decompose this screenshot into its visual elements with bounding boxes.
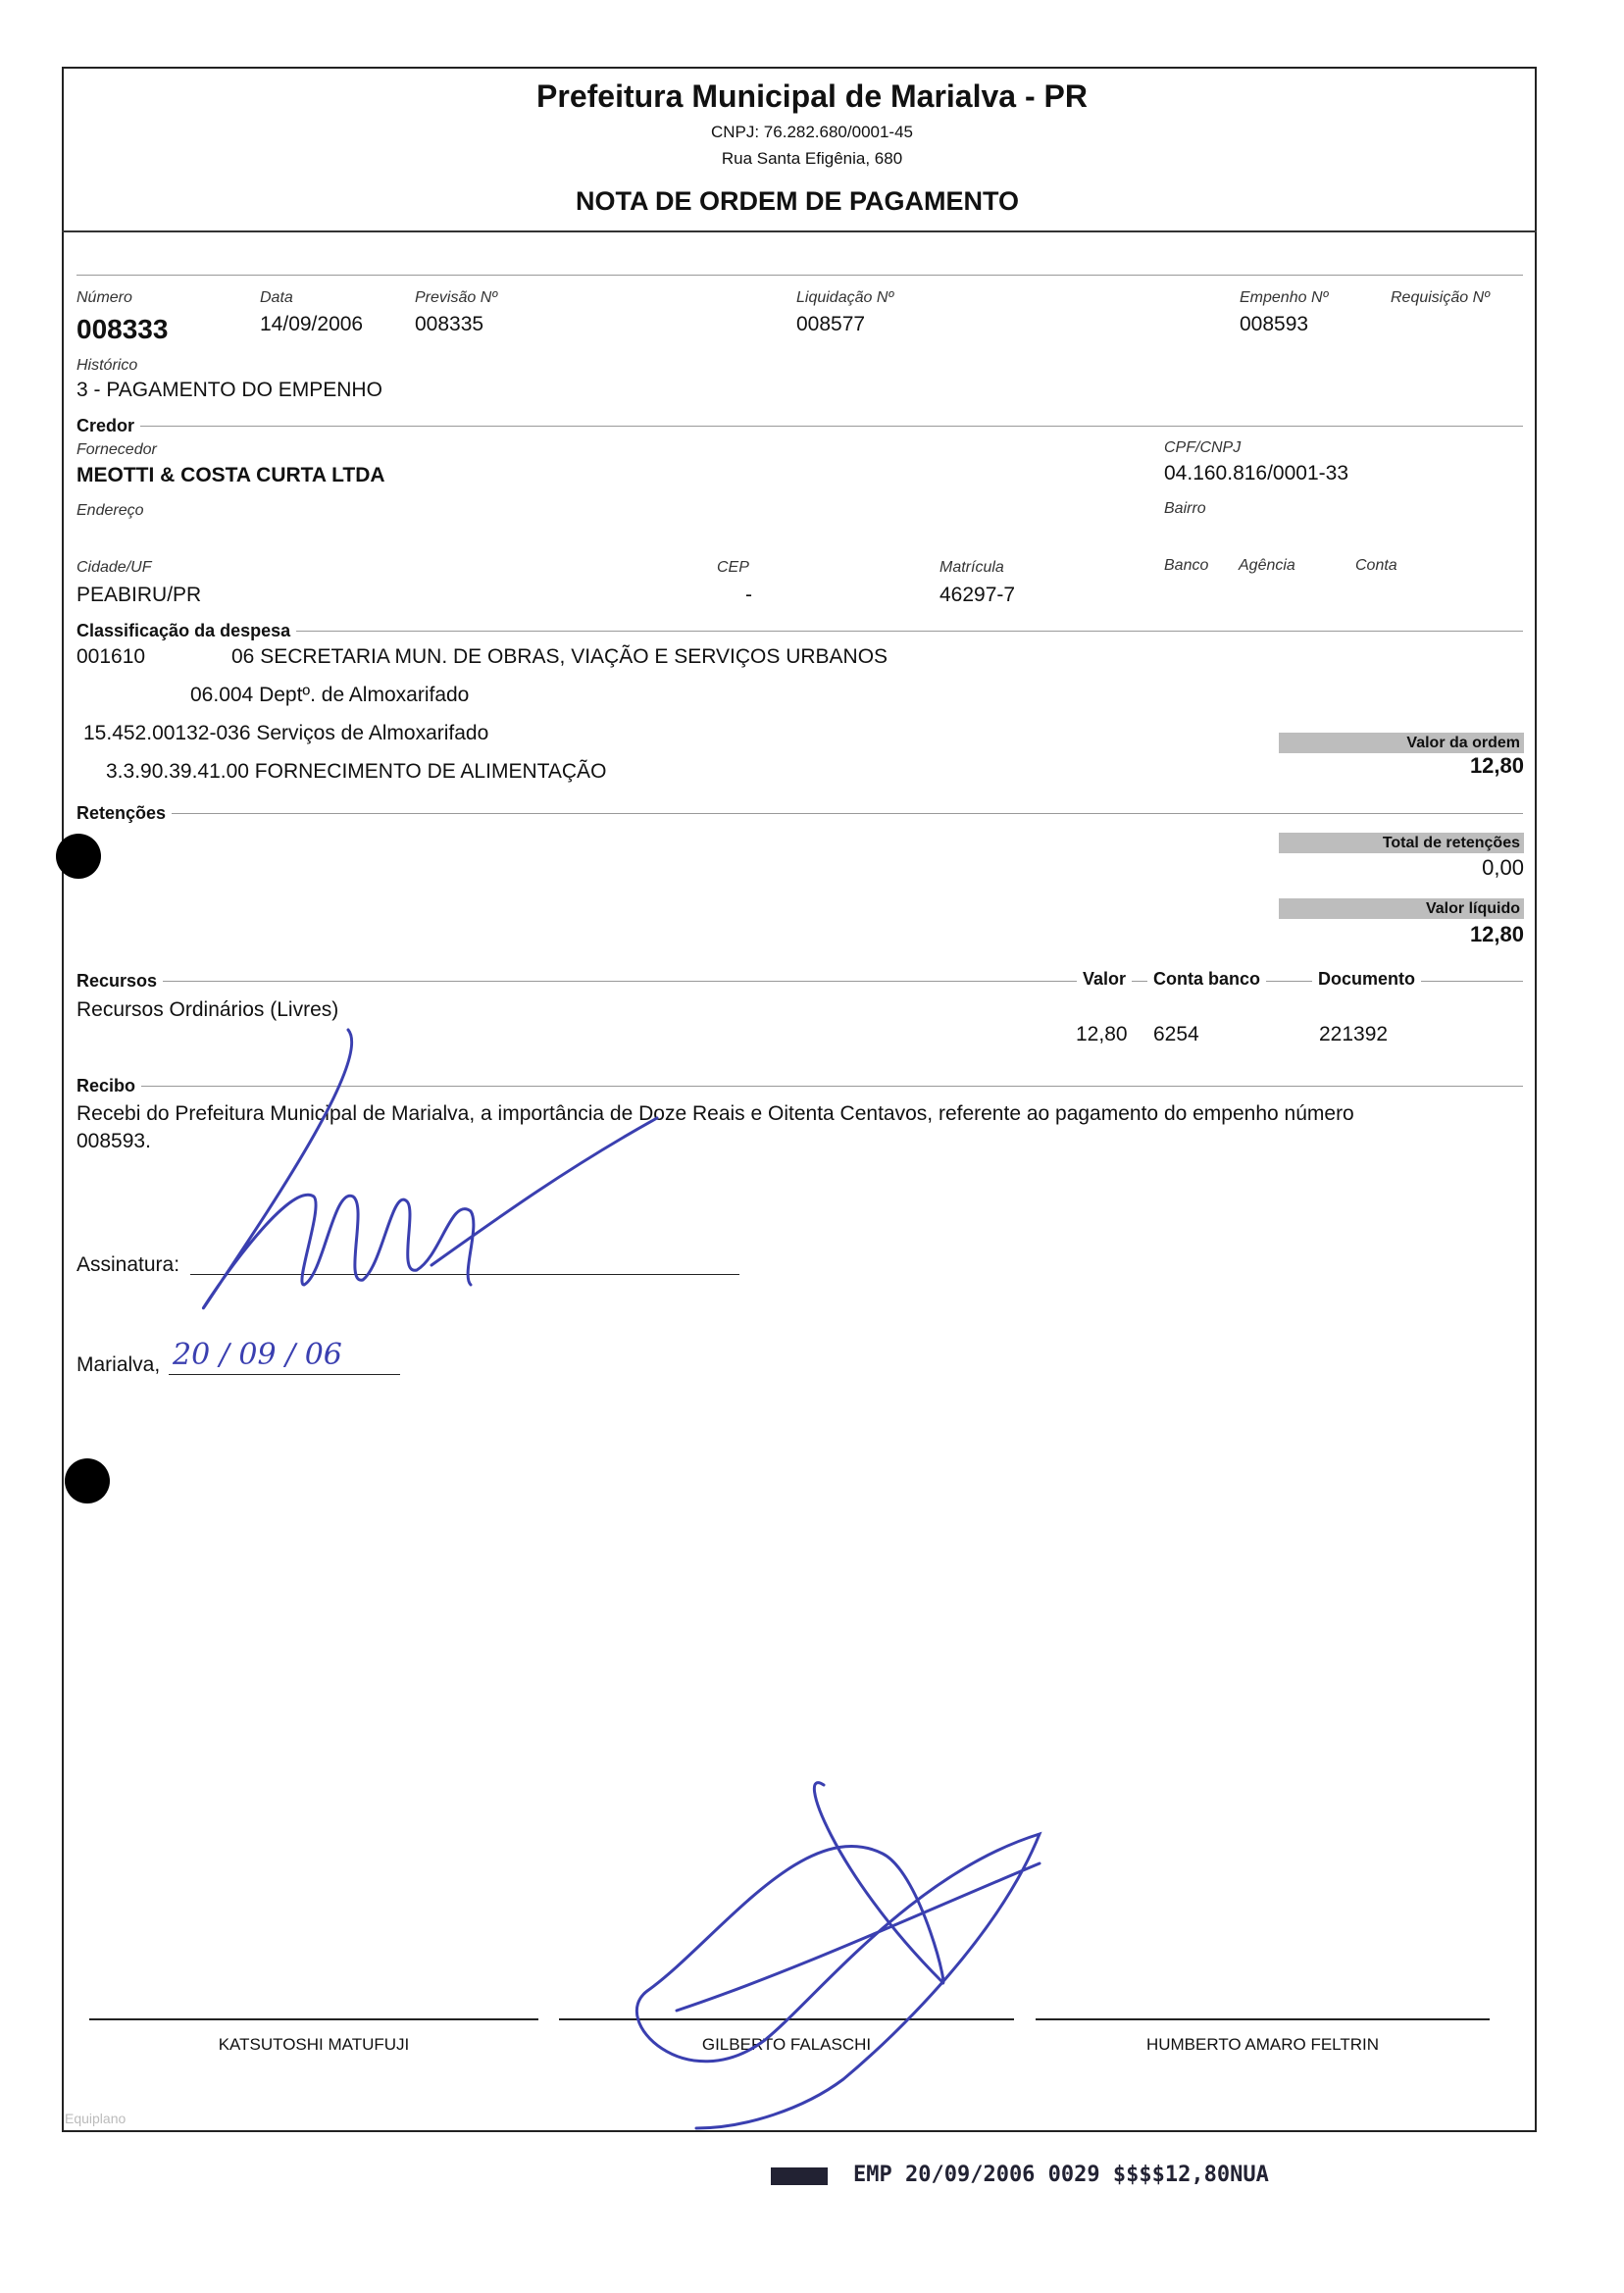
endereco-label: Endereço	[76, 502, 144, 519]
cep-label: CEP	[717, 559, 749, 576]
banco-label: Banco	[1164, 557, 1209, 574]
fornecedor-label: Fornecedor	[76, 441, 157, 458]
cep-value: -	[745, 584, 752, 606]
header-divider	[62, 230, 1537, 232]
cnpj-text: CNPJ: 76.282.680/0001-45	[710, 123, 914, 141]
assinatura-label: Assinatura:	[76, 1253, 180, 1276]
recibo-section-title: Recibo	[76, 1076, 141, 1096]
previsao-label: Previsão Nº	[415, 289, 498, 306]
total-retencoes-label: Total de retenções	[1279, 833, 1524, 853]
matricula-value: 46297-7	[939, 584, 1016, 606]
classificacao-line4: 3.3.90.39.41.00 FORNECIMENTO DE ALIMENTAÇÃO	[106, 760, 607, 783]
liquidacao-label: Liquidação Nº	[796, 289, 894, 306]
valor-liquido-value: 12,80	[1469, 922, 1524, 946]
recibo-text-line1: Recebi do Prefeitura Municipal de Marialva, a importância de Doze Reais e Oitenta Centavos, referente ao pagamento do empenho número	[76, 1102, 1354, 1125]
handwritten-date: 20 / 09 / 06	[173, 1338, 342, 1372]
liquidacao-value: 008577	[796, 313, 866, 335]
software-watermark: Equiplano	[65, 2111, 127, 2126]
recursos-section-title: Recursos	[76, 971, 163, 992]
cidade-value: PEABIRU/PR	[76, 584, 202, 606]
address-text: Rua Santa Efigênia, 680	[721, 149, 903, 168]
empenho-label: Empenho Nº	[1240, 289, 1329, 306]
local-label: Marialva,	[76, 1353, 161, 1376]
recursos-valor-header: Valor	[1077, 969, 1132, 990]
date-line	[169, 1374, 400, 1375]
agencia-label: Agência	[1239, 557, 1295, 574]
bank-authentication-stamp: EMP 20/09/2006 0029 $$$$12,80NUA	[853, 2163, 1269, 2187]
recursos-valor: 12,80	[1076, 1023, 1128, 1045]
signatory-2: GILBERTO FALASCHI	[701, 2035, 872, 2054]
cpf-cnpj-value: 04.160.816/0001-33	[1164, 462, 1349, 484]
classificacao-line2: 06.004 Deptº. de Almoxarifado	[190, 684, 470, 706]
retencoes-rule	[76, 813, 1523, 814]
punch-hole-top	[56, 834, 101, 879]
classificacao-section-title: Classificação da despesa	[76, 621, 296, 641]
data-label: Data	[260, 289, 293, 306]
retencoes-section-title: Retenções	[76, 803, 172, 824]
signatory-3: HUMBERTO AMARO FELTRIN	[1145, 2035, 1380, 2054]
mayor-signature	[628, 1756, 1059, 2148]
signature-line-1	[89, 2018, 538, 2020]
signatory-1: KATSUTOSHI MATUFUJI	[218, 2035, 410, 2054]
credor-section-title: Credor	[76, 416, 140, 436]
recursos-rule	[76, 981, 1523, 982]
recursos-conta-header: Conta banco	[1147, 969, 1266, 990]
classificacao-line3: 15.452.00132-036 Serviços de Almoxarifado	[83, 722, 489, 744]
recursos-documento-header: Documento	[1312, 969, 1421, 990]
recursos-conta: 6254	[1153, 1023, 1199, 1045]
fornecedor-value: MEOTTI & COSTA CURTA LTDA	[76, 464, 385, 486]
classificacao-line1: 06 SECRETARIA MUN. DE OBRAS, VIAÇÃO E SERVIÇOS URBANOS	[231, 645, 888, 668]
historico-label: Histórico	[76, 357, 138, 374]
bairro-label: Bairro	[1164, 500, 1206, 517]
requisicao-label: Requisição Nº	[1391, 289, 1490, 306]
receiver-signature	[147, 1020, 677, 1314]
numero-value: 008333	[76, 314, 169, 344]
data-value: 14/09/2006	[260, 313, 364, 335]
document-title: NOTA DE ORDEM DE PAGAMENTO	[575, 186, 1019, 216]
signature-line-3	[1036, 2018, 1490, 2020]
recibo-text-line2: 008593.	[76, 1130, 151, 1152]
numero-label: Número	[76, 289, 132, 306]
valor-ordem-value: 12,80	[1469, 753, 1524, 778]
classificacao-code: 001610	[76, 645, 146, 668]
matricula-label: Matrícula	[939, 559, 1004, 576]
bank-logo	[771, 2167, 828, 2185]
cpf-cnpj-label: CPF/CNPJ	[1164, 439, 1242, 456]
municipality-title: Prefeitura Municipal de Marialva - PR	[536, 78, 1088, 114]
credor-rule	[76, 426, 1523, 427]
total-retencoes-value: 0,00	[1482, 855, 1524, 880]
valor-ordem-label: Valor da ordem	[1279, 733, 1524, 753]
conta-label: Conta	[1355, 557, 1397, 574]
previsao-value: 008335	[415, 313, 484, 335]
valor-liquido-label: Valor líquido	[1279, 898, 1524, 919]
punch-hole-bottom	[65, 1458, 110, 1503]
cidade-label: Cidade/UF	[76, 559, 152, 576]
top-rule	[76, 275, 1523, 276]
recursos-description: Recursos Ordinários (Livres)	[76, 998, 339, 1021]
empenho-value: 008593	[1240, 313, 1309, 335]
historico-value: 3 - PAGAMENTO DO EMPENHO	[76, 379, 382, 401]
recursos-documento: 221392	[1319, 1023, 1389, 1045]
